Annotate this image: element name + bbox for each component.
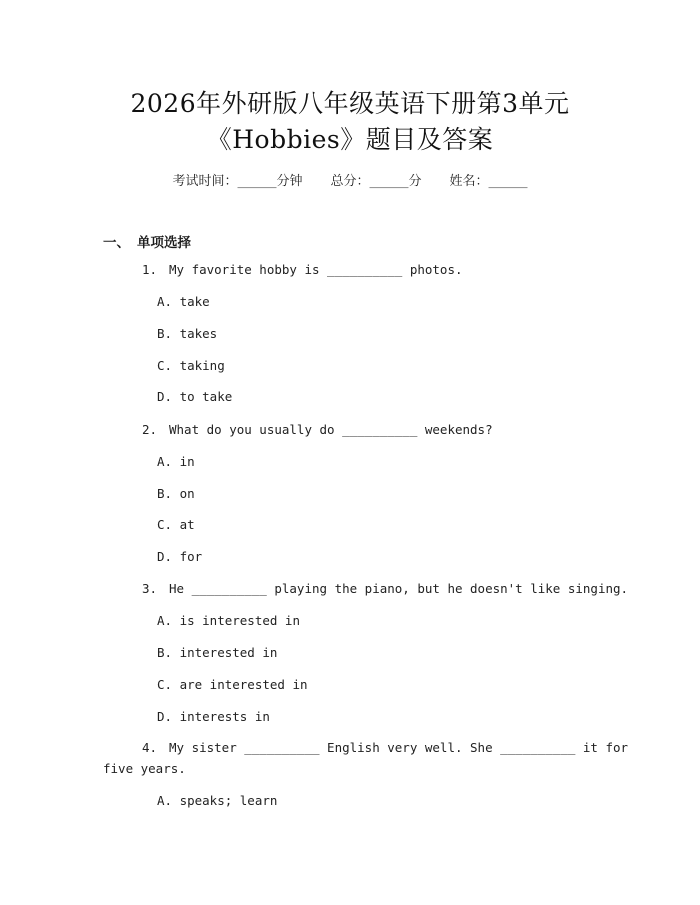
question-2 [103, 422, 578, 437]
option-1b: B. takes [157, 326, 218, 341]
question-1 [103, 262, 578, 277]
question-text: He __________ playing the piano, but he doesn't like singing. [169, 581, 629, 596]
question-text: My favorite hobby is __________ photos. [169, 262, 463, 277]
option-3c: C. are interested in [157, 677, 308, 692]
name-field: 姓名：______ [449, 174, 528, 189]
question-number: 1. [141, 262, 157, 277]
document-title-line-2: 《Hobbies》题目及答案 [206, 125, 494, 154]
section-number: 一、 [103, 235, 130, 251]
exam-time-field: 考试时间：______分钟 [172, 174, 303, 189]
question-text-line-1: My sister __________ English very well. She __________ it for [169, 740, 629, 755]
option-1c: C. taking [157, 358, 225, 373]
option-1a: A. take [157, 294, 210, 309]
section-heading [103, 231, 191, 251]
question-text: What do you usually do __________ weekends? [169, 422, 493, 437]
total-score-field: 总分：______分 [330, 174, 422, 189]
question-text-line-2: five years. [103, 761, 186, 776]
exam-meta [0, 170, 700, 189]
option-3d: D. interests in [157, 709, 270, 724]
section-title: 单项选择 [137, 235, 191, 251]
option-2b: B. on [157, 486, 195, 501]
question-3 [103, 581, 629, 596]
question-number: 2. [141, 422, 157, 437]
option-3a: A. is interested in [157, 613, 300, 628]
question-number: 4. [141, 740, 157, 755]
document-title-line-1: 2026年外研版八年级英语下册第3单元 [130, 89, 570, 118]
option-4a: A. speaks; learn [157, 793, 278, 808]
question-4-continuation [103, 761, 578, 776]
option-1d: D. to take [157, 389, 233, 404]
option-2d: D. for [157, 549, 203, 564]
option-2c: C. at [157, 517, 195, 532]
question-number: 3. [141, 581, 157, 596]
option-3b: B. interested in [157, 645, 278, 660]
question-4 [103, 740, 629, 755]
option-2a: A. in [157, 454, 195, 469]
